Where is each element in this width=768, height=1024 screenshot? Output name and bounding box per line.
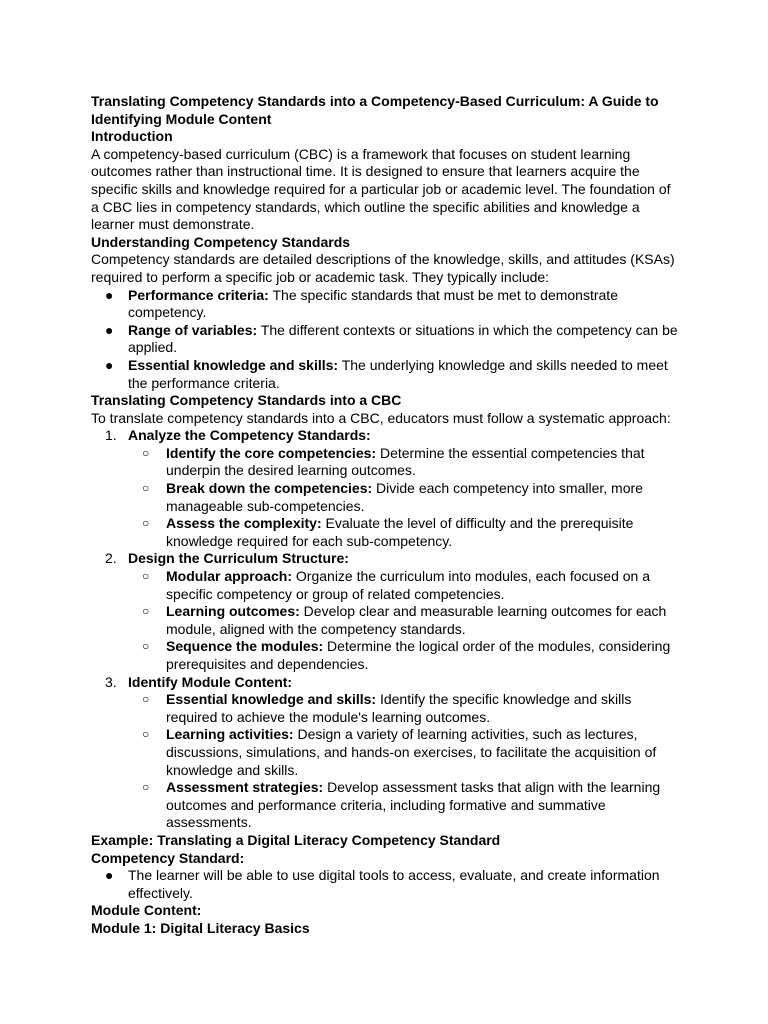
sub-item-term: Identify the core competencies: [166,444,377,461]
intro-heading: Introduction [91,128,173,145]
bullet-icon: ● [105,867,114,884]
step-item [91,674,681,692]
sub-item-term: Modular approach: [166,568,293,585]
circle-bullet-icon: ○ [142,516,150,531]
circle-bullet-icon: ○ [142,604,150,619]
document-body [91,93,681,938]
standards-components-list [91,287,681,393]
list-item-term: Range of variables: [128,321,258,338]
sub-item-desc: Develop clear and measurable learning outcomes for each module, aligned with the competency standards. [166,603,667,637]
list-item [91,867,681,902]
step-label: Analyze the Competency Standards: [128,427,371,444]
sub-item [91,568,681,603]
module-content-heading: Module Content: [91,902,202,919]
step-number: 3. [105,673,117,690]
list-item [91,322,681,357]
sub-item-desc: Determine the essential competencies that underpin the desired learning outcomes. [166,444,645,479]
sub-item-desc: Develop assessment tasks that align with the learning outcomes and performance criteria, including formative and summative assessments. [166,779,661,831]
sub-item [91,445,681,480]
sub-item-term: Break down the competencies: [166,480,373,497]
step-item [91,550,681,568]
list-item-desc: The underlying knowledge and skills needed to meet the performance criteria. [128,356,668,391]
translating-paragraph: To translate competency standards into a CBC, educators must follow a systematic approach: [91,409,671,426]
bullet-icon: ● [105,356,114,373]
circle-bullet-icon: ○ [142,727,150,742]
competency-standard-heading: Competency Standard: [91,849,245,866]
sub-item [91,726,681,779]
list-item-term: Performance criteria: [128,286,269,303]
circle-bullet-icon: ○ [142,780,150,795]
circle-bullet-icon: ○ [142,692,150,707]
intro-paragraph: A competency-based curriculum (CBC) is a framework that focuses on student learning outcomes rather than instructional time. It is designed to ensure that learners acquire the specific skills and knowledge required for a particular job or academic level. The foundation of a CBC lies in competency standards, which outline the specific abilities and knowledge a learner must demonstrate. [91,145,671,233]
sub-item-desc: Determine the logical order of the modules, considering prerequisites and dependencies. [166,638,671,672]
list-item [91,287,681,322]
sub-item-term: Essential knowledge and skills: [166,691,377,708]
bullet-icon: ● [105,286,114,303]
sub-item-term: Learning activities: [166,726,294,743]
sub-item-desc: Identify the specific knowledge and skills required to achieve the module's learning outcomes. [166,691,632,725]
circle-bullet-icon: ○ [142,639,150,654]
sub-item-term: Assess the complexity: [166,515,322,532]
sub-item-desc: Organize the curriculum into modules, each focused on a specific competency or group of related competencies. [166,568,650,602]
sub-item-desc: Design a variety of learning activities, such as lectures, discussions, simulations, and hands-on exercises, to facilitate the acquisition of knowledge and skills. [166,726,657,778]
list-item-desc: The different contexts or situations in which the competency can be applied. [128,321,678,356]
sub-item [91,603,681,638]
sub-item-term: Learning outcomes: [166,603,300,620]
list-item-term: Essential knowledge and skills: [128,356,339,373]
step-item [91,427,681,445]
sub-item-desc: Divide each competency into smaller, more manageable sub-competencies. [166,480,643,514]
document-title: Translating Competency Standards into a Competency-Based Curriculum: A Guide to Identifying Module Content [91,93,659,127]
list-item-desc: The learner will be able to use digital tools to access, evaluate, and create information effectively. [128,867,660,901]
circle-bullet-icon: ○ [142,481,150,496]
module-1-heading: Module 1: Digital Literacy Basics [91,919,310,936]
sub-item-desc: Evaluate the level of difficulty and the prerequisite knowledge required for each sub-competency. [166,515,634,549]
list-item [91,357,681,392]
example-heading: Example: Translating a Digital Literacy Competency Standard [91,831,501,848]
understanding-paragraph: Competency standards are detailed descriptions of the knowledge, skills, and attitudes (KSAs) required to perform a specific job or academic task. They typically include: [91,251,675,285]
step-number: 1. [105,427,117,444]
sub-item [91,515,681,550]
sub-item-term: Sequence the modules: [166,638,324,655]
circle-bullet-icon: ○ [142,445,150,460]
translating-heading: Translating Competency Standards into a CBC [91,392,402,409]
sub-item [91,691,681,726]
step-label: Identify Module Content: [128,673,293,690]
competency-standard-list [91,867,681,902]
sub-item [91,480,681,515]
understanding-heading: Understanding Competency Standards [91,233,351,250]
sub-item-term: Assessment strategies: [166,779,324,796]
sub-item [91,638,681,673]
list-item-desc: The specific standards that must be met to demonstrate competency. [128,286,618,321]
circle-bullet-icon: ○ [142,569,150,584]
sub-item [91,779,681,832]
step-label: Design the Curriculum Structure: [128,550,349,567]
bullet-icon: ● [105,321,114,338]
steps-list [91,427,681,832]
step-number: 2. [105,550,117,567]
